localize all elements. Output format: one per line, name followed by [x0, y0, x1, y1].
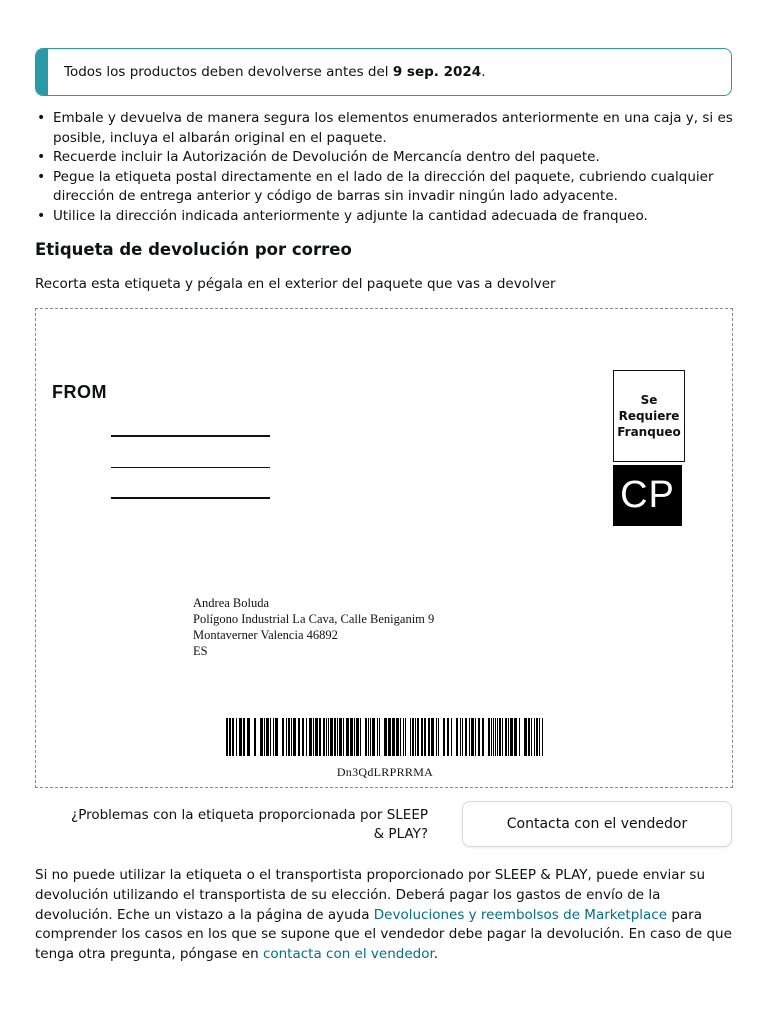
barcode-bar [232, 718, 234, 756]
stamp-line: Se [640, 393, 658, 407]
barcode-bar [334, 718, 336, 756]
barcode-bar [431, 718, 434, 756]
address-street: Polígono Industrial La Cava, Calle Beniganim 9 [193, 612, 435, 626]
barcode-bar [478, 718, 480, 756]
barcode-bar [239, 718, 242, 756]
barcode-bar [456, 718, 458, 756]
barcode-bar [326, 718, 327, 756]
barcode-bar [302, 718, 304, 756]
barcode-bar [451, 718, 452, 756]
barcode-bar [465, 718, 467, 756]
barcode-bar [502, 718, 503, 756]
barcode-bar [396, 718, 399, 756]
alert-text [64, 64, 485, 80]
barcode-bar [309, 718, 312, 756]
barcode-bar [298, 718, 300, 756]
barcode-bar [356, 718, 359, 756]
section-subtitle: Recorta esta etiqueta y pégala en el exterior del paquete que vas a devolver [35, 276, 556, 292]
barcode-bar [293, 718, 296, 756]
barcode-bar [286, 718, 287, 756]
barcode-bar [306, 718, 307, 756]
barcode-bar [236, 718, 237, 756]
barcode-bar [462, 718, 463, 756]
barcode-bar [270, 718, 271, 756]
instruction-item: • Recuerde incluir la Autorización de Devolución de Mercancía dentro del paquete. [35, 148, 735, 168]
barcode-bar [291, 718, 292, 756]
barcode-bar [360, 718, 361, 756]
barcode-bar [524, 718, 527, 756]
barcode-bar [323, 718, 325, 756]
alert-accent-bar [36, 49, 48, 95]
barcode-bar [436, 718, 437, 756]
barcode-bar [243, 718, 245, 756]
return-instructions-list [35, 109, 735, 227]
barcode-bar [247, 718, 250, 756]
barcode-bar [542, 718, 543, 756]
barcode-bar [379, 718, 380, 756]
barcode-bar [469, 718, 470, 756]
barcode-bar [505, 718, 507, 756]
marketplace-returns-help-link[interactable]: Devoluciones y reembolsos de Marketplace [373, 906, 668, 923]
barcode-bar [482, 718, 484, 756]
barcode-bar [313, 718, 314, 756]
barcode-bar [377, 718, 378, 756]
alert-prefix: Todos los productos deben devolverse antes del [64, 64, 393, 80]
barcode-bar [370, 718, 371, 756]
barcode-bar [475, 718, 476, 756]
barcode-bar [365, 718, 367, 756]
barcode-bar [368, 718, 369, 756]
barcode-bar [328, 718, 329, 756]
barcode-bar [421, 718, 423, 756]
from-line [111, 497, 270, 499]
from-line [111, 435, 270, 437]
alternative-return-note [35, 866, 735, 965]
barcode-bar [510, 718, 513, 756]
barcode-bar [508, 718, 509, 756]
from-line [111, 467, 270, 468]
note-text: Si no puede utilizar la etiqueta o el transportista proporcionado por SLEEP & PLAY, puede enviar su devolución utilizando el transportista de su elección. Deberá pagar los gastos de envío de la devolución. Eche un vistazo a la página de ayuda [35, 867, 705, 923]
return-deadline-alert [35, 48, 732, 96]
barcode-bar [438, 718, 439, 756]
stamp-line: Requiere [618, 409, 680, 423]
barcode-bar [528, 718, 530, 756]
barcode-bar [226, 718, 228, 756]
barcode-bar [260, 718, 263, 756]
barcode-bar [410, 718, 411, 756]
barcode-bar [403, 718, 404, 756]
barcode-bar [447, 718, 449, 756]
contact-seller-button[interactable]: Contacta con el vendedor [462, 801, 732, 847]
note-text: para comprender los casos en los que se supone que el vendedor debe pagar la devolución. En caso de que tenga otra pregunta, póngase en [35, 906, 732, 963]
barcode-bar [288, 718, 290, 756]
barcode-bar [471, 718, 474, 756]
barcode-bar [354, 718, 355, 756]
barcode-bar [392, 718, 395, 756]
address-country: ES [193, 644, 208, 658]
barcode-bar [491, 718, 492, 756]
barcode-bar [519, 718, 520, 756]
postage-required-box [613, 370, 685, 462]
barcode-bar [539, 718, 540, 756]
barcode-bar [339, 718, 342, 756]
barcode-bar [499, 718, 501, 756]
barcode-bar [497, 718, 498, 756]
barcode-bar [254, 718, 256, 756]
barcode-bar [229, 718, 231, 756]
return-label [35, 308, 733, 788]
address-name: Andrea Boluda [193, 596, 270, 610]
return-deadline-date: 9 sep. 2024 [392, 64, 482, 80]
barcode-bar [282, 718, 284, 756]
barcode-bar [488, 718, 490, 756]
barcode-bar [275, 718, 278, 756]
stamp-line: Franqueo [617, 425, 681, 439]
barcode-bar [330, 718, 333, 756]
barcode-bar [319, 718, 321, 756]
instruction-item: • Embale y devuelva de manera segura los elementos enumerados anteriormente en una caja y, si es posible, incluya el albarán original en el paquete. [35, 109, 735, 148]
barcode-bar [536, 718, 538, 756]
barcode-bar [493, 718, 494, 756]
barcode-bar [337, 718, 338, 756]
address-city: Montaverner Valencia 46892 [193, 628, 338, 642]
barcode-bar [388, 718, 391, 756]
barcode-bar [343, 718, 344, 756]
barcode-bar [273, 718, 274, 756]
barcode-bar [417, 718, 419, 756]
barcode-bar [495, 718, 496, 756]
instruction-item: • Pegue la etiqueta postal directamente en el lado de la dirección del paquete, cubriendo cualquier dirección de entrega anterior y código de barras sin invadir ningún lado adyacente. [35, 168, 735, 207]
barcode-bar [264, 718, 265, 756]
barcode-bar [315, 718, 318, 756]
barcode-bar [266, 718, 269, 756]
contact-seller-link[interactable]: contacta con el vendedor [262, 946, 434, 963]
recipient-address [193, 595, 434, 659]
alert-suffix: . [481, 64, 486, 80]
barcode-bar [372, 718, 375, 756]
barcode-bar [400, 718, 401, 756]
instruction-item: • Utilice la dirección indicada anteriormente y adjunte la cantidad adecuada de franqueo. [35, 207, 735, 227]
barcode [225, 718, 545, 756]
barcode-bar [460, 718, 461, 756]
barcode-code: Dn3QdLRPRRMA [336, 765, 434, 779]
barcode-bar [346, 718, 349, 756]
label-problem-question: ¿Problemas con la etiqueta proporcionada por SLEEP & PLAY? [71, 807, 428, 842]
barcode-bar [531, 718, 532, 756]
carrier-logo: CP [613, 465, 685, 526]
barcode-bar [424, 718, 426, 756]
from-heading: FROM [52, 382, 107, 402]
barcode-bar [350, 718, 353, 756]
barcode-bar [514, 718, 517, 756]
barcode-bar [534, 718, 535, 756]
barcode-bar [384, 718, 387, 756]
note-text: . [433, 946, 439, 963]
barcode-bar [405, 718, 406, 756]
barcode-bar [415, 718, 416, 756]
barcode-bar [443, 718, 445, 756]
section-title: Etiqueta de devolución por correo [35, 240, 352, 259]
barcode-bar [412, 718, 414, 756]
barcode-bar [428, 718, 430, 756]
